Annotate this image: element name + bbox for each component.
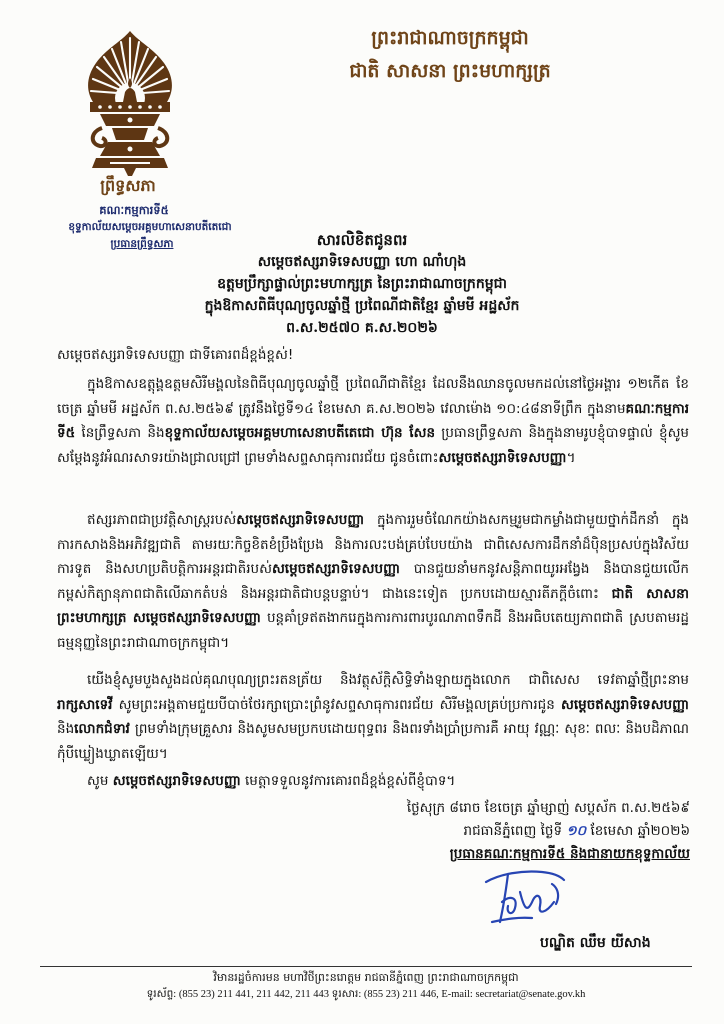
place-prefix: រាជធានីភ្នំពេញ ថ្ងៃទី	[463, 823, 563, 839]
body-text: យើងខ្ញុំសូមបួងសួងដល់គុណបុណ្យព្រះរតនត្រ័យ និងវត្ថុស័ក្តិសិទ្ធិទាំងឡាយក្នុងលោក ជាពិសេស ទេវតាឆ្នាំថ្មីព្រះនាម	[87, 672, 689, 688]
fax-label: ទូរសារ:	[331, 989, 362, 1000]
sender-cabinet: ខុទ្ទកាល័យសម្តេចអគ្គមហាសេនាបតីតេជោ	[68, 221, 232, 233]
letter-title	[140, 229, 584, 339]
national-motto: ជាតិ សាសនា ព្រះមហាក្សត្រ	[349, 60, 551, 82]
title-era: ព.ស.២៥៧០ គ.ស.២០២៦	[286, 320, 438, 336]
body-paragraph-3	[57, 668, 689, 767]
footer-address: វិមានរដ្ឋចំការមន មហាវិថីព្រះនរោត្តម រាជធានីភ្នំពេញ ព្រះរាជាណាចក្រកម្ពុជា	[213, 971, 519, 984]
body-text: ព្រមទាំងក្រុមគ្រួសារ និងសូមសមប្រកបដោយពុទ្ធពរ និងពរទាំងប្រាំប្រការគឺ អាយុ វណ្ណៈ សុខៈ ពលៈ និងបដិភាណ កុំបីឃ្លៀងឃ្លាតឡើយ។	[57, 721, 689, 762]
footer-divider	[40, 966, 692, 967]
signer-name: បណ្ឌិត ឈឹម យីសាង	[540, 935, 651, 951]
email-address: secretariat@senate.gov.kh	[475, 989, 586, 1000]
body-paragraph-2	[57, 508, 689, 657]
senate-emblem-icon	[80, 28, 180, 178]
closing-line	[57, 769, 689, 794]
body-text: ក្នុងការរួមចំណែកយ៉ាងសកម្មរួមជាកម្លាំងជាមួយថ្នាក់ដឹកនាំ ក្នុងការកសាងនិងអភិវឌ្ឍជាតិ តាមរយៈកិច្ចខិតខំប្រឹងប្រែង និងការលះបង់គ្រប់បែបយ៉ាង ជាពិសេសការដឹកនាំដ៏ប៉ិនប្រសប់ក្នុងវិស័យការទូត និងសហប្រតិបត្តិការអន្តរជាតិរបស់	[57, 512, 689, 578]
signer-title: ប្រធានគណៈកម្មការទី៥ និងជានាយកខុទ្ទកាល័យ	[449, 846, 690, 862]
body-emphasis: ជាតិ សាសនា ព្រះមហាក្សត្រ សម្តេចឥស្សរាទិទេសបញ្ញា	[57, 585, 689, 627]
body-paragraph-1	[57, 372, 689, 496]
body-emphasis: សម្តេចឥស្សរាទិទេសបញ្ញា	[560, 696, 689, 713]
fax-number: (855 23) 211 446,	[363, 989, 439, 1000]
title-recipient-role: ឧត្តមប្រឹក្សាផ្ទាល់ព្រះមហាក្សត្រ នៃព្រះរាជាណាចក្រកម្ពុជា	[217, 276, 507, 292]
body-emphasis: សម្តេចឥស្សរាទិទេសបញ្ញា	[271, 561, 400, 578]
body-emphasis: សម្តេចឥស្សរាទិទេសបញ្ញា	[438, 449, 567, 466]
body-emphasis: រាក្សសាទេវី	[57, 696, 113, 713]
dateline	[290, 797, 690, 866]
body-text: ក្នុងឱកាសឧត្តុង្គឧត្តមសិរីមង្គលនៃពិធីបុណ្យចូលឆ្នាំថ្មី ប្រពៃណីជាតិខ្មែរ ដែលនឹងឈានចូលមកដល់នៅថ្ងៃអង្គារ ១២កើត ខែចេត្រ ឆ្នាំមមី អដ្ឋស័ក ព.ស.២៥៦៩ ត្រូវនឹងថ្ងៃទី១៤ ខែមេសា គ.ស.២០២៦ វេលាម៉ោង ១០:៤៨នាទីព្រឹក ក្នុងនាម	[57, 376, 689, 417]
sender-institution: ព្រឹទ្ធសភា	[100, 176, 156, 195]
email-label: E-mail:	[441, 989, 473, 1000]
lunar-date: ថ្ងៃសុក្រ ៨រោច ខែចេត្រ ឆ្នាំម្សាញ់ សប្តស័ក ព.ស.២៥៦៩	[406, 800, 690, 816]
sender-commission: គណៈកម្មការទី៥	[99, 203, 169, 217]
sender-president: ប្រធានព្រឹទ្ធសភា	[110, 238, 174, 250]
kingdom-name: ព្រះរាជាណាចក្រកម្ពុជា	[371, 27, 529, 49]
body-text: ឥស្សរភាពជាប្រវត្តិសាស្ត្ររបស់	[87, 512, 237, 528]
kingdom-header	[282, 22, 618, 88]
phone-numbers: (855 23) 211 441, 211 442, 211 443	[178, 989, 330, 1000]
body-text: បន្តគាំទ្រឥតងាករេក្នុងការការពារបូរណភាពទឹកដី និងអធិបតេយ្យភាពជាតិ ស្របតាមរដ្ឋធម្មនុញ្ញនៃព្រះរាជាណាចក្រកម្ពុជា។	[57, 610, 689, 651]
body-text: និង	[57, 721, 75, 738]
title-recipient: សម្តេចឥស្សរាទិទេសបញ្ញា ហោ ណាំហុង	[257, 254, 467, 270]
body-emphasis: ខុទ្ទកាល័យសម្តេចអគ្គមហាសេនាបតីតេជោ ហ៊ុន សែន	[164, 425, 436, 442]
body-text: មេត្តាទទួលនូវការគោរពដ៏ខ្ពង់ខ្ពស់ពីខ្ញុំបាទ។	[240, 773, 456, 789]
month-year: ខែមេសា ឆ្នាំ២០២៦	[590, 823, 690, 839]
body-text: សូម	[87, 773, 113, 789]
body-text: សូមព្រះអង្គតាមជួយបីបាច់ថែរក្សាប្រោះព្រំនូវសព្ទសាធុការពរជ័យ សិរីមង្គលគ្រប់ប្រការជូន	[112, 696, 561, 713]
body-text: ប្រធានព្រឹទ្ធសភា និងក្នុងនាមរូបខ្ញុំបាទផ្ទាល់ ខ្ញុំសូមសម្តែងនូវអំណរសាទរយ៉ាងជ្រាលជ្រៅ ព្រមទាំងសព្ទសាធុការពរជ័យ ជូនចំពោះ	[57, 425, 689, 466]
body-emphasis: សម្តេចឥស្សរាទិទេសបញ្ញា	[112, 773, 241, 789]
salutation: សម្តេចឥស្សរាទិទេសបញ្ញា ជាទីគោរពដ៏ខ្ពង់ខ្ពស់!	[57, 347, 294, 363]
signature-icon	[478, 862, 574, 930]
place-date	[290, 820, 690, 843]
body-emphasis: សម្តេចឥស្សរាទិទេសបញ្ញា	[236, 512, 365, 528]
body-text: នៃព្រឹទ្ធសភា និង	[75, 425, 165, 442]
title-heading: សារលិខិតជូនពរ	[316, 231, 408, 249]
footer-contact	[40, 987, 692, 1003]
handwritten-day: ១០	[566, 823, 587, 839]
body-emphasis: លោកជំទាវ	[74, 721, 130, 738]
body-text: បានជួយនាំមកនូវសន្តិភាពយូរអង្វែង និងបានជួយលើកកម្ពស់កិត្យានុភាពជាតិលើឆាកតំបន់ និងអន្តរជាតិជាបន្តបន្ទាប់។ ជាងនេះទៀត ប្រកបដោយស្មារតីភក្ដីចំពោះ	[57, 561, 689, 602]
body-text: ។	[566, 449, 576, 466]
phone-label: ទូរស័ព្ទ:	[146, 989, 177, 1000]
body-emphasis: គណៈកម្មការទី៥	[57, 400, 689, 442]
title-occasion: ក្នុងឱកាសពិធីបុណ្យចូលឆ្នាំថ្មី ប្រពៃណីជាតិខ្មែរ ឆ្នាំមមី អដ្ឋស័ក	[204, 298, 520, 314]
